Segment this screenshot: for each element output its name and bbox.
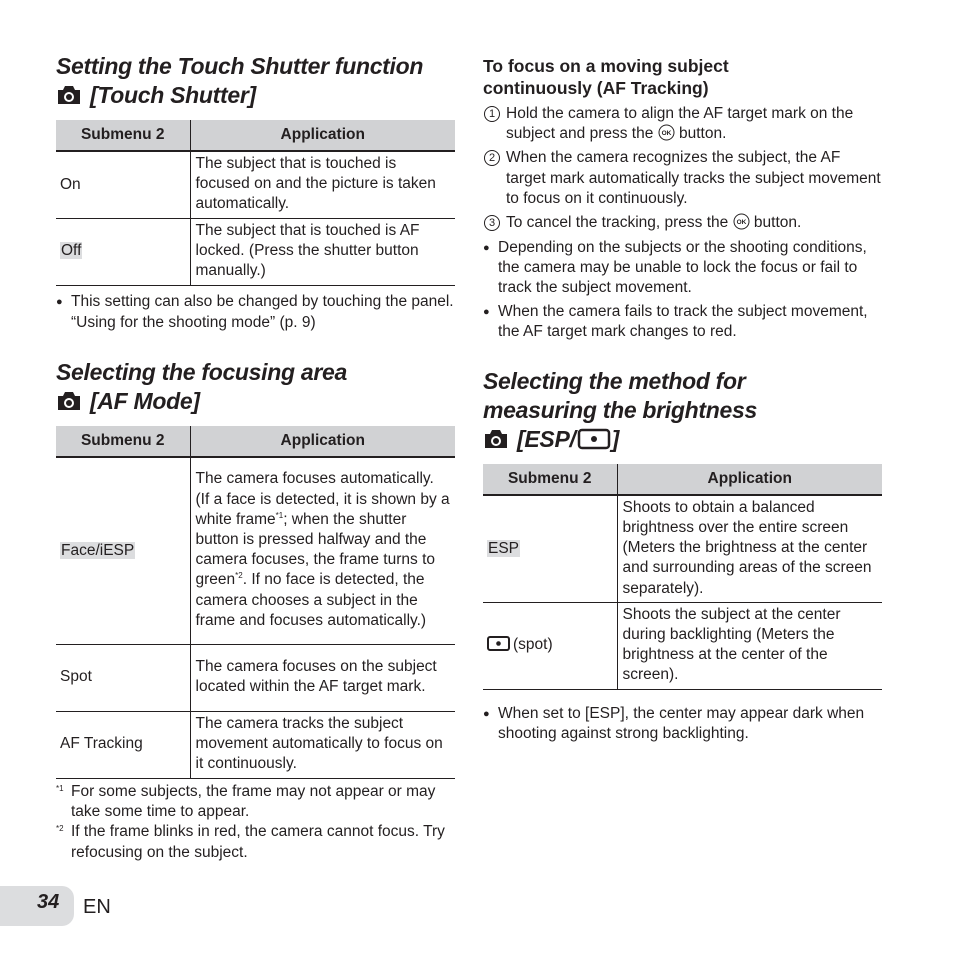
camera-icon (56, 391, 82, 411)
footnote-ref: *2 (235, 571, 243, 581)
svg-text:OK: OK (736, 219, 746, 227)
application-cell (190, 457, 455, 644)
application-cell: The subject that is touched is AF locked. (Press the shutter button manually.) (190, 218, 455, 285)
submenu-esp-default: ESP (488, 539, 520, 557)
note-item: ● This setting can also be changed by touching the panel. “Using for the shooting mode” (p. 9) (56, 292, 456, 333)
column-header-application: Application (190, 120, 455, 151)
submenu-cell (483, 602, 617, 689)
esp-heading-line3a: [ESP/ (517, 426, 576, 452)
application-cell: Shoots to obtain a balanced brightness over the entire screen (Meters the brightness at the center and surrounding areas of the screen separately). (617, 495, 882, 602)
camera-icon (483, 429, 509, 449)
submenu-cell (56, 644, 190, 711)
af-mode-heading (56, 358, 347, 416)
touch-shutter-heading-line2: [Touch Shutter] (90, 82, 256, 108)
esp-heading-line1: Selecting the method for (483, 368, 746, 394)
table-row (483, 495, 882, 602)
ok-button-icon (733, 213, 750, 230)
spot-metering-icon (487, 636, 510, 651)
af-tracking-heading-line2: continuously (AF Tracking) (483, 78, 709, 98)
spot-metering-icon (577, 428, 611, 450)
af-tracking-notes (483, 238, 883, 345)
step-number: 1 (484, 106, 500, 122)
step-number: 2 (484, 150, 500, 166)
column-header-submenu: Submenu 2 (56, 120, 190, 151)
footnote-mark: *2 (56, 824, 64, 834)
table-row (56, 711, 455, 778)
step-item (483, 104, 883, 144)
footnote (56, 782, 456, 822)
language-label: EN (83, 896, 111, 918)
submenu-spot: Spot (60, 668, 92, 686)
note-item: ● When the camera fails to track the subject movement, the AF target mark changes to red. (483, 302, 883, 342)
touch-shutter-heading-line1: Setting the Touch Shutter function (56, 53, 424, 79)
application-text: ; when the shutter button is pressed halfway and the camera focuses, the frame turns to green (195, 510, 435, 589)
column-header-submenu: Submenu 2 (56, 426, 190, 457)
table-row (56, 218, 455, 285)
esp-heading-line3b: ] (611, 426, 619, 452)
application-cell: The subject that is touched is focused on and the picture is taken automatically. (190, 151, 455, 218)
submenu-af-tracking: AF Tracking (60, 735, 143, 753)
af-tracking-heading-line1: To focus on a moving subject (483, 56, 729, 76)
table-row (483, 602, 882, 689)
table-row (56, 457, 455, 644)
esp-table (483, 464, 882, 690)
step-number: 3 (484, 215, 500, 231)
footnote-text: For some subjects, the frame may not appear or may take some time to appear. (71, 783, 436, 821)
submenu-cell (56, 457, 190, 644)
submenu-cell (56, 151, 190, 218)
application-cell: The camera tracks the subject movement automatically to focus on it continuously. (190, 711, 455, 778)
af-tracking-heading (483, 55, 729, 99)
step-text: Hold the camera to align the AF target mark on the subject and press the (506, 105, 854, 143)
submenu-spot: (spot) (513, 636, 553, 654)
submenu-face-iesp-default: Face/iESP (61, 541, 135, 559)
table-header-row (56, 120, 455, 151)
submenu-cell (56, 711, 190, 778)
af-mode-footnotes (56, 782, 456, 863)
note-item: ● Depending on the subjects or the shooting conditions, the camera may be unable to lock the focus or fail to track the subject movement. (483, 238, 883, 299)
step-text: To cancel the tracking, press the (506, 214, 729, 232)
submenu-cell (56, 218, 190, 285)
table-row (56, 644, 455, 711)
application-text: The camera focuses automatically. (If a face is detected, it is shown by a white frame (195, 470, 450, 528)
esp-heading-line2: measuring the brightness (483, 397, 757, 423)
esp-heading (483, 367, 757, 454)
touch-shutter-table (56, 120, 455, 286)
camera-icon (56, 85, 82, 105)
footnote-text: If the frame blinks in red, the camera cannot focus. Try refocusing on the subject. (71, 823, 445, 861)
page-number: 34 (37, 891, 60, 913)
touch-shutter-notes (56, 292, 456, 336)
column-header-application: Application (190, 426, 455, 457)
touch-shutter-heading (56, 52, 423, 110)
af-mode-table (56, 426, 455, 779)
submenu-off-default: Off (61, 242, 82, 260)
table-header-row (483, 464, 882, 495)
note-item: ● When set to [ESP], the center may appear dark when shooting against strong backlighting. (483, 704, 883, 744)
application-text: . If no face is detected, the camera chooses a subject in the frame and focuses automatically.) (195, 571, 427, 629)
footnote-mark: *1 (56, 784, 64, 793)
step-item (483, 213, 883, 233)
footnote-ref: *1 (275, 510, 284, 520)
step-item (483, 148, 883, 209)
column-header-application: Application (617, 464, 882, 495)
submenu-cell (483, 495, 617, 602)
step-text: button. (678, 125, 727, 143)
svg-text:OK: OK (661, 130, 672, 138)
column-header-submenu: Submenu 2 (483, 464, 617, 495)
application-cell: Shoots the subject at the center during backlighting (Meters the brightness at the center of the screen). (617, 602, 882, 689)
footnote (56, 822, 456, 862)
af-mode-heading-line2: [AF Mode] (90, 388, 200, 414)
step-text: When the camera recognizes the subject, the AF target mark automatically tracks the subject movement to focus on it continuously. (506, 149, 881, 207)
ok-button-icon (658, 124, 675, 141)
af-tracking-steps (483, 104, 883, 237)
step-text: button. (753, 214, 802, 232)
table-header-row (56, 426, 455, 457)
submenu-on: On (60, 175, 81, 193)
table-row (56, 151, 455, 218)
af-mode-heading-line1: Selecting the focusing area (56, 359, 347, 385)
esp-notes (483, 704, 883, 747)
application-cell: The camera focuses on the subject located within the AF target mark. (190, 644, 455, 711)
